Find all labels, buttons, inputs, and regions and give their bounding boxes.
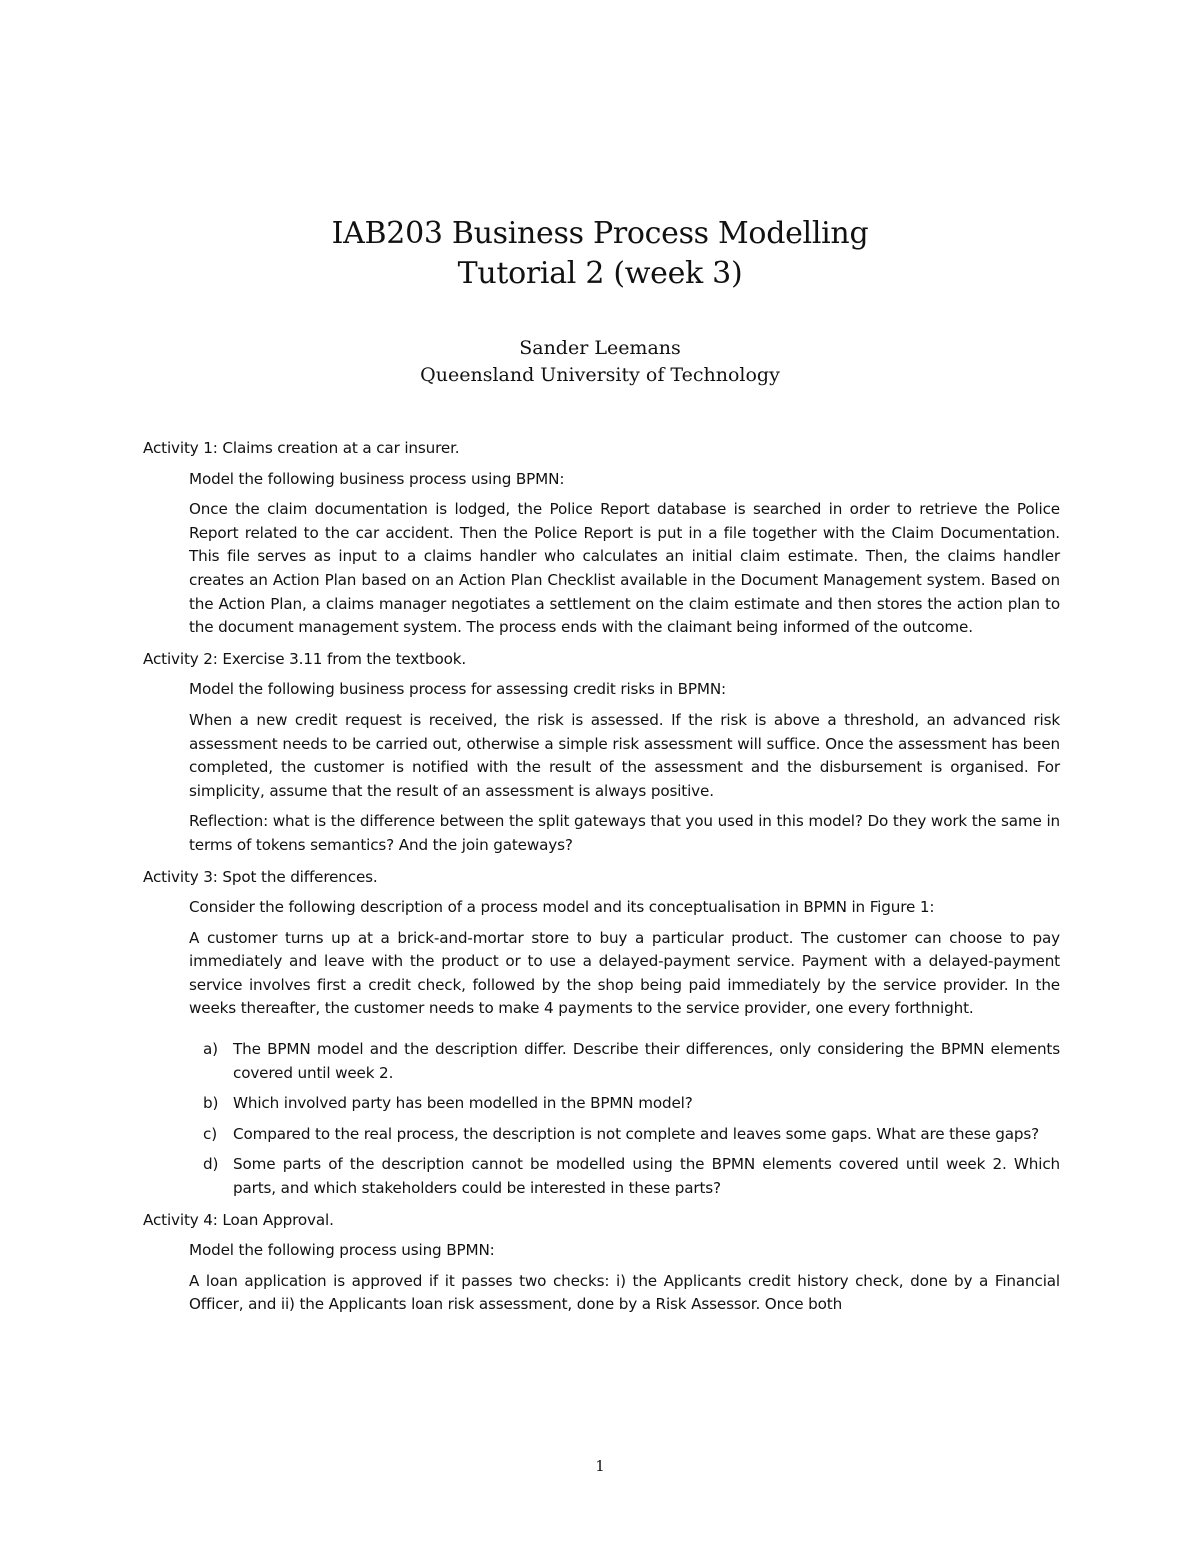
activity-intro: Model the following process using BPMN:: [189, 1241, 495, 1260]
activity-paragraph: Once the claim documentation is lodged, the Police Report database is searched in order to retrieve the Police Report related to the car accident. Then the Police Report is put in a file together with the Claim Documentation. This file serves as input to a claims handler who calculates an initial claim estimate. Then, the claims handler creates an Action Plan based on an Action Plan Checklist available in the Document Management system. Based on the Action Plan, a claims manager negotiates a settlement on the claim estimate and then stores the action plan to the document management system. The process ends with the claimant being informed of the outcome.: [189, 500, 1060, 637]
activity-paragraph: A loan application is approved if it passes two checks: i) the Applicants credit history check, done by a Financial Officer, and ii) the Applicants loan risk assessment, done by a Risk Assessor. Once both: [189, 1271, 1060, 1314]
question-marker: d): [203, 1155, 219, 1174]
activity-1: [143, 437, 1060, 640]
title-line-1: IAB203 Business Process Modelling: [331, 216, 869, 251]
activity-intro: Consider the following description of a process model and its conceptualisation in BPMN in Figure 1:: [189, 898, 935, 917]
activity-intro: Model the following business process using BPMN:: [189, 469, 565, 488]
question-item: [189, 1092, 1060, 1116]
question-marker: a): [203, 1040, 218, 1059]
title-line-2: Tutorial 2 (week 3): [457, 256, 743, 291]
question-marker: b): [203, 1094, 219, 1113]
question-item: [189, 1153, 1060, 1200]
question-list: [189, 1038, 1060, 1201]
activity-heading: Activity 2: Exercise 3.11 from the textbook.: [143, 649, 467, 668]
reflection-paragraph: Reflection: what is the difference between the split gateways that you used in this model? Do they work the same in terms of tokens semantics? And the join gateways?: [189, 812, 1060, 854]
activity-paragraph: A customer turns up at a brick-and-mortar store to buy a particular product. The customer can choose to pay immediately and leave with the product or to use a delayed-payment service. Payment with a delayed-payment service involves first a credit check, followed by the shop being paid immediately by the service provider. In the weeks thereafter, the customer needs to make 4 payments to the service provider, one every forthnight.: [189, 928, 1060, 1018]
activity-2: [143, 648, 1060, 858]
author-affiliation: Queensland University of Technology: [420, 364, 780, 386]
question-text: Which involved party has been modelled in the BPMN model?: [233, 1094, 693, 1113]
author-info: [0, 335, 1200, 389]
document-title: [0, 214, 1200, 294]
document-body: [143, 437, 1060, 1325]
question-text: The BPMN model and the description differ. Describe their differences, only considering the BPMN elements covered until week 2.: [233, 1040, 1060, 1082]
question-text: Compared to the real process, the description is not complete and leaves some gaps. What are these gaps?: [233, 1124, 1040, 1143]
activity-paragraph: When a new credit request is received, the risk is assessed. If the risk is above a threshold, an advanced risk assessment needs to be carried out, otherwise a simple risk assessment will suffice. Once the assessment has been completed, the customer is notified with the result of the assessment and the disbursement is organised. For simplicity, assume that the result of an assessment is always positive.: [189, 710, 1060, 800]
question-item: [189, 1038, 1060, 1085]
activity-heading: Activity 1: Claims creation at a car insurer.: [143, 439, 460, 457]
activity-4: [143, 1209, 1060, 1317]
question-item: [189, 1123, 1060, 1147]
activity-heading: Activity 4: Loan Approval.: [143, 1210, 334, 1229]
activity-intro: Model the following business process for assessing credit risks in BPMN:: [189, 680, 727, 699]
question-text: Some parts of the description cannot be modelled using the BPMN elements covered until week 2. Which parts, and which stakeholders could be interested in these parts?: [233, 1155, 1060, 1198]
activity-heading: Activity 3: Spot the differences.: [143, 867, 378, 886]
question-marker: c): [203, 1124, 217, 1143]
author-name: Sander Leemans: [519, 337, 681, 359]
page-number: 1: [595, 1457, 605, 1475]
activity-3: [143, 866, 1060, 1201]
